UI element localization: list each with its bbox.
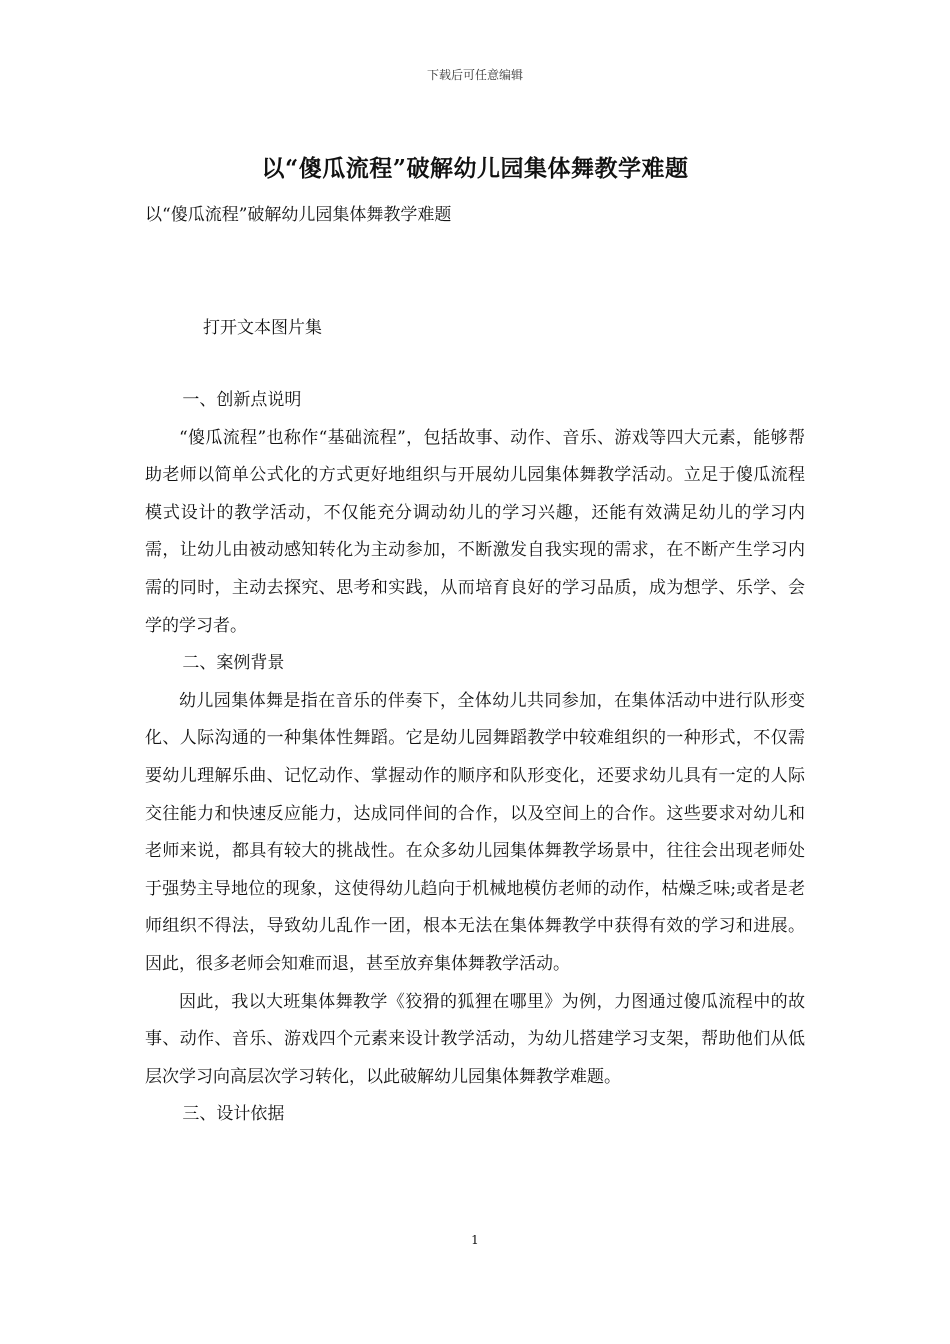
section-heading-innovation: 一、创新点说明 <box>182 390 302 410</box>
paragraph-background-1: 幼儿园集体舞是指在音乐的伴奏下，全体幼儿共同参加，在集体活动中进行队形变化、人际沟通的一种集体性舞蹈。它是幼儿园舞蹈教学中较难组织的一种形式，不仅需要幼儿理解乐曲、记忆动作、掌握动作的顺序和队形变化，还要求幼儿具有一定的人际交往能力和快速反应能力，达成同伴间的合作，以及空间上的合作。这些要求对幼儿和老师来说，都具有较大的挑战性。在众多幼儿园集体舞教学场景中，往往会出现老师处于强势主导地位的现象，这使得幼儿趋向于机械地模仿老师的动作，枯燥乏味;或者是老师组织不得法，导致幼儿乱作一团，根本无法在集体舞教学中获得有效的学习和进展。因此，很多老师会知难而退，甚至放弃集体舞教学活动。 <box>145 690 805 974</box>
document-subtitle: 以“傻瓜流程”破解幼儿园集体舞教学难题 <box>145 205 452 225</box>
document-title: 以“傻瓜流程”破解幼儿园集体舞教学难题 <box>261 155 689 182</box>
section-heading-design-basis: 三、设计依据 <box>182 1104 285 1125</box>
document-body <box>145 382 805 1134</box>
page-header: 下载后可任意编辑 <box>426 68 523 82</box>
open-gallery-link[interactable]: 打开文本图片集 <box>203 318 322 338</box>
paragraph-innovation: “傻瓜流程”也称作“基础流程”，包括故事、动作、音乐、游戏等四大元素，能够帮助老师以简单公式化的方式更好地组织与开展幼儿园集体舞教学活动。立足于傻瓜流程模式设计的教学活动，不仅能充分调动幼儿的学习兴趣，还能有效满足幼儿的学习内需，让幼儿由被动感知转化为主动参加，不断激发自我实现的需求，在不断产生学习内需的同时，主动去探究、思考和实践，从而培育良好的学习品质，成为想学、乐学、会学的学习者。 <box>145 427 805 636</box>
paragraph-background-2: 因此，我以大班集体舞教学《狡猾的狐狸在哪里》为例，力图通过傻瓜流程中的故事、动作、音乐、游戏四个元素来设计教学活动，为幼儿搭建学习支架，帮助他们从低层次学习向高层次学习转化，以此破解幼儿园集体舞教学难题。 <box>145 991 805 1087</box>
page-number: 1 <box>471 1233 479 1247</box>
section-heading-background: 二、案例背景 <box>182 653 285 674</box>
